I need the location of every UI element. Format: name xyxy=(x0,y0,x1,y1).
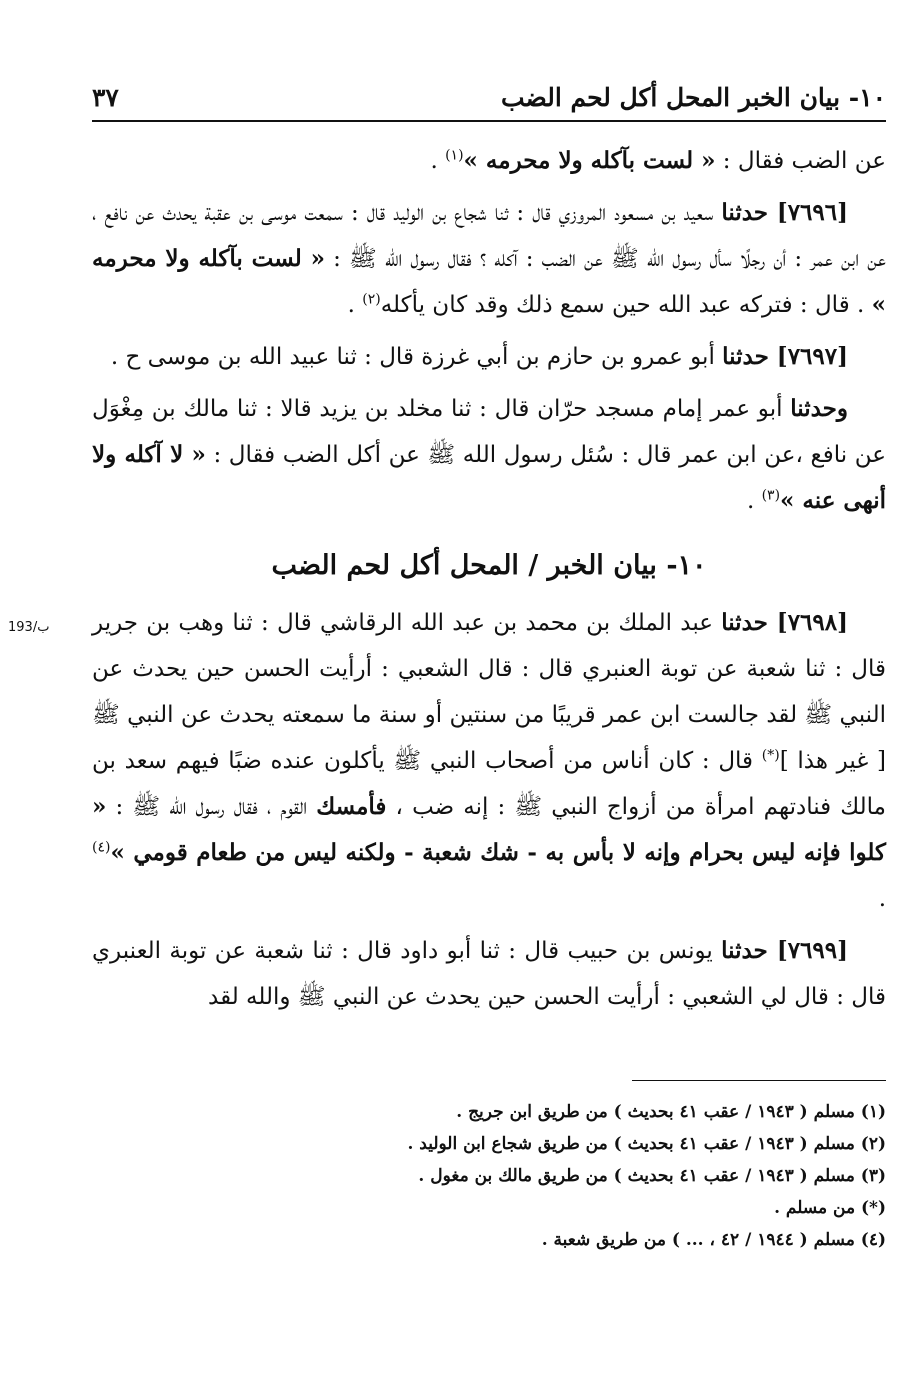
footnotes xyxy=(92,1096,886,1256)
footnote-ref: (*) xyxy=(761,747,780,764)
page-number: ٣٧ xyxy=(92,83,119,112)
footnote-ref: (١) xyxy=(445,147,464,164)
header-rule xyxy=(92,120,886,122)
hadith-7699: [٧٦٩٩] حدثنا يونس بن حبيب قال : ثنا أبو داود قال : ثنا شعبة عن توبة العنبري قال : قال لي الشعبي : أرأيت الحسن حين يحدث عن النبي ﷺ والله لقد xyxy=(92,937,886,1010)
hadith-number: [٧٦٩٩] حدثنا xyxy=(721,937,849,964)
main-text xyxy=(92,138,886,1026)
hadith-quote: « لست بآكله ولا محرمه » xyxy=(92,245,886,318)
footnote: (٤) مسلم ( ١٩٤٤ / ٤٢ ، ... ) من طريق شعبة . xyxy=(541,1230,886,1250)
hadith-7698: [٧٦٩٨] حدثنا عبد الملك بن محمد بن عبد الله الرقاشي قال : ثنا وهب بن جرير قال : ثنا شعبة عن توبة العنبري قال : قال الشعبي : أرأيت الحسن حين يحدث عن النبي ﷺ لقد جالست ابن عمر قريبًا من سنتين أو سنة ما سمعته يحدث عن النبي ﷺ [ غير هذا ](*) قال : كان أناس من أصحاب النبي ﷺ يأكلون عنده ضبًا فيهم سعد بن مالك فنادتهم امرأة من أزواج النبي ﷺ : إنه ضب ، فأمسك القوم ، فقال رسول الله ﷺ : « كلوا فإنه ليس بحرام وإنه لا بأس به - شك شعبة - ولكنه ليس من طعام قومي »$^{(٤)}$ . xyxy=(92,609,886,912)
margin-folio-note: 193/ب xyxy=(8,620,50,635)
footnote-ref: (٤) xyxy=(92,839,111,856)
hadith-quote: « لا آكله ولا أنهى عنه » xyxy=(92,441,886,514)
hadith-7696: [٧٦٩٦] حدثنا سعيد بن مسعود المروزي قال : ثنا شجاع بن الوليد قال : سمعت موسى بن عقبة يحدث عن نافع ، عن ابن عمر : أن رجلًا سأل رسول الله ﷺ عن الضب : آكله ؟ فقال رسول الله ﷺ : « لست بآكله ولا محرمه » . قال : فتركه عبد الله حين سمع ذلك وقد كان يأكله$^{(٢)}$ . xyxy=(92,199,886,318)
running-header xyxy=(92,62,886,112)
hadith-quote: « كلوا فإنه ليس بحرام وإنه لا بأس به - شك شعبة - ولكنه ليس من طعام قومي » xyxy=(92,793,886,866)
footnote-rule xyxy=(632,1080,886,1081)
footnote: (٢) مسلم ( ١٩٤٣ / عقب ٤١ بحديث ) من طريق شجاع ابن الوليد . xyxy=(407,1134,886,1154)
footnote: (*) من مسلم . xyxy=(774,1198,886,1218)
hadith-number: [٧٦٩٦] حدثنا xyxy=(721,199,849,226)
footnote-ref: (٣) xyxy=(761,487,781,504)
hadith-number: [٧٦٩٨] حدثنا xyxy=(721,609,849,636)
hadith-number: [٧٦٩٧] حدثنا xyxy=(722,343,848,370)
footnote: (٣) مسلم ( ١٩٤٣ / عقب ٤١ بحديث ) من طريق مالك بن مغول . xyxy=(418,1166,886,1186)
hadith-7697-alt-chain: وحدثنا أبو عمر إمام مسجد حرّان قال : ثنا مخلد بن يزيد قالا : ثنا مالك بن مِغْوَل عن نافع ،عن ابن عمر قال : سُئل رسول الله ﷺ عن أكل الضب فقال : « لا آكله ولا أنهى عنه »$^{(٣)}$ . xyxy=(92,395,886,514)
section-title: ١٠- بيان الخبر / المحل أكل لحم الضب xyxy=(271,550,707,581)
header-title: ١٠- بيان الخبر المحل أكل لحم الضب xyxy=(500,83,886,112)
chain-lead: وحدثنا xyxy=(790,395,848,422)
paragraph-continuation: عن الضب فقال : « لست بآكله ولا محرمه »$^{(١)}$ . xyxy=(430,147,886,174)
footnote-ref: (٢) xyxy=(362,291,381,308)
hadith-7697: [٧٦٩٧] حدثنا أبو عمرو بن حازم بن أبي غرزة قال : ثنا عبيد الله بن موسى ح . xyxy=(110,343,848,370)
hadith-quote: « لست بآكله ولا محرمه » xyxy=(463,147,716,174)
footnote: (١) مسلم ( ١٩٤٣ / عقب ٤١ بحديث ) من طريق ابن جريج . xyxy=(456,1102,886,1122)
